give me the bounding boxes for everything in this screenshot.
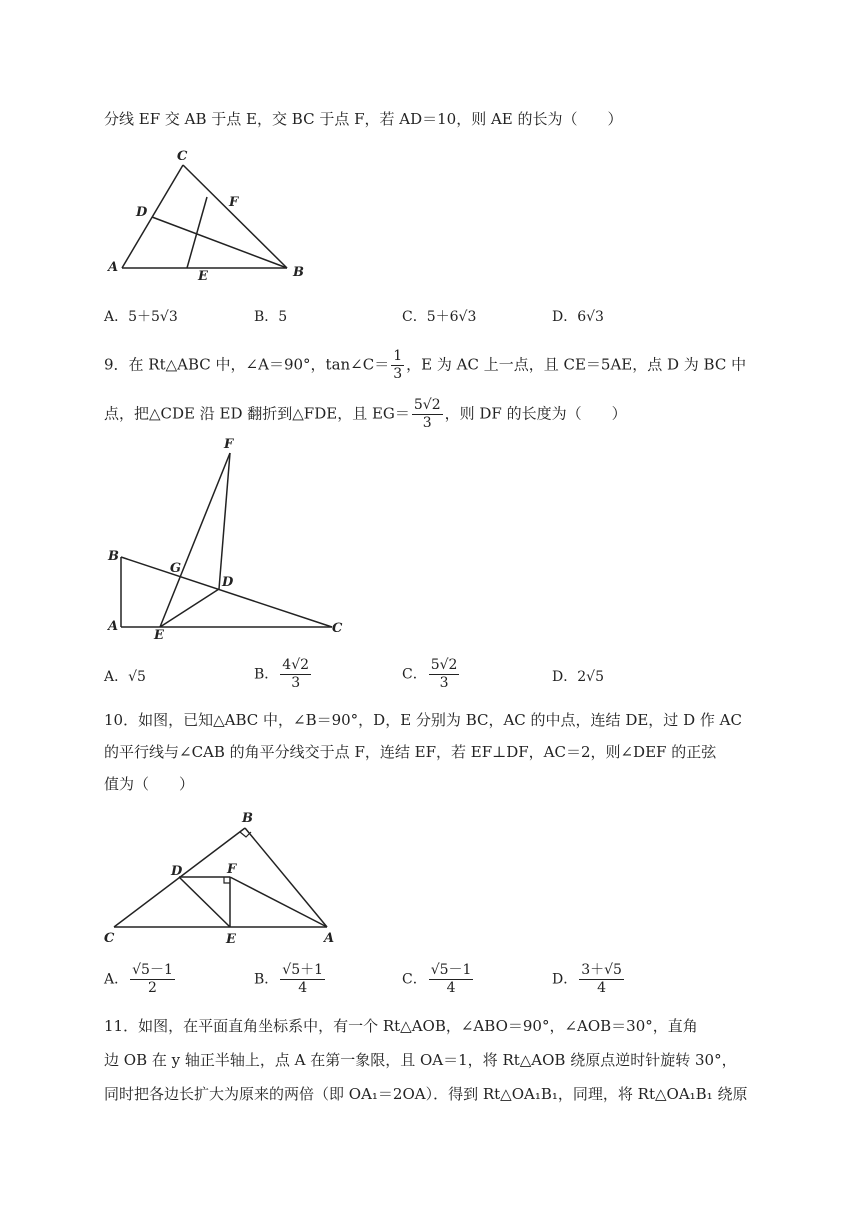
q10-text-line-1: 10．如图，已知△ABC 中，∠B＝90°，D，E 分别为 BC，AC 的中点，连结 DE，过 D 作 AC — [104, 711, 742, 729]
q8-label-b: B — [293, 265, 304, 280]
q8-label-e: E — [198, 269, 208, 284]
q10-option-c-num: √5－1 — [430, 962, 472, 978]
q10-option-b — [254, 962, 327, 997]
q9-eg-den: 3 — [422, 415, 432, 431]
q10-option-d-den: 4 — [597, 980, 607, 996]
q9-text-1b: ，E 为 AC 上一点，且 CE＝5AE，点 D 为 BC 中 — [406, 355, 747, 374]
q10-option-a — [104, 962, 177, 997]
q10-label-d: D — [171, 864, 183, 879]
q9-eg-fraction — [412, 397, 443, 432]
q9-option-d-value: 2√5 — [577, 669, 604, 685]
q10-label-a: A — [324, 931, 335, 946]
q10-label-e: E — [226, 932, 236, 947]
q11-text-line-3: 同时把各边长扩大为原来的两倍（即 OA₁＝2OA）．得到 Rt△OA₁B₁，同理，将 Rt△OA₁B₁ 绕原 — [104, 1085, 748, 1103]
q10-option-b-num: √5＋1 — [282, 962, 324, 978]
q9-tan-num: 1 — [393, 348, 403, 364]
q8-figure — [100, 140, 320, 290]
q10-label-b: B — [242, 811, 253, 826]
q10-figure — [100, 805, 350, 950]
q9-text-2b: ，则 DF 的长度为（ ） — [444, 404, 627, 423]
q9-label-d: D — [222, 575, 234, 590]
q9-option-c-den: 3 — [439, 675, 449, 691]
q10-option-b-den: 4 — [298, 980, 308, 996]
q9-text-line-1 — [104, 348, 746, 383]
q9-option-b-letter: B． — [254, 666, 279, 683]
q9-tan-den: 3 — [393, 366, 403, 382]
q10-option-a-den: 2 — [148, 980, 157, 996]
q10-option-b-letter: B． — [254, 971, 279, 988]
q10-text-line-2: 的平行线与∠CAB 的角平分线交于点 F，连结 EF，若 EF⊥DF，AC＝2，则∠DEF 的正弦 — [104, 743, 717, 761]
q8-label-d: D — [136, 205, 148, 220]
q8-text-line: 分线 EF 交 AB 于点 E，交 BC 于点 F，若 AD＝10，则 AE 的长为（ ） — [104, 110, 623, 128]
q9-label-a: A — [108, 619, 119, 634]
q9-text-2a: 点，把△CDE 沿 ED 翻折到△FDE，且 EG＝ — [104, 404, 410, 423]
q8-option-c: C．5＋6√3 — [402, 309, 477, 325]
q9-tan-fraction — [391, 348, 404, 383]
q8-option-a: A．5＋5√3 — [104, 309, 178, 325]
q9-option-b — [254, 657, 313, 692]
q8-option-d: D．6√3 — [552, 309, 604, 325]
q9-option-a — [104, 667, 146, 687]
q9-option-b-num: 4√2 — [282, 657, 310, 673]
q10-option-a-letter: A． — [104, 971, 129, 988]
q9-option-d — [552, 667, 604, 687]
q10-option-c-letter: C． — [402, 971, 427, 988]
q9-option-c — [402, 657, 461, 692]
q9-text-1a: 9．在 Rt△ABC 中，∠A＝90°，tan∠C＝ — [104, 355, 390, 374]
q10-option-d — [552, 962, 626, 997]
q9-option-c-num: 5√2 — [430, 657, 458, 673]
q10-option-d-num: 3＋√5 — [581, 962, 622, 978]
q9-option-a-letter: A． — [104, 669, 129, 685]
q9-option-d-letter: D． — [552, 669, 578, 685]
q10-option-c — [402, 962, 475, 997]
q9-option-a-value: √5 — [128, 669, 146, 685]
q9-label-b: B — [108, 549, 119, 564]
q8-label-c: C — [177, 149, 188, 164]
q10-option-d-letter: D． — [552, 971, 578, 988]
q9-figure — [100, 435, 360, 645]
q9-label-g: G — [170, 561, 182, 576]
q10-label-f: F — [227, 862, 237, 877]
q10-text-line-3: 值为（ ） — [104, 775, 195, 793]
q9-label-f: F — [224, 437, 234, 452]
q8-label-a: A — [108, 260, 119, 275]
q9-eg-num: 5√2 — [413, 397, 441, 413]
q9-label-c: C — [332, 621, 343, 636]
q9-text-line-2 — [104, 397, 627, 432]
q9-option-b-den: 3 — [291, 675, 301, 691]
q10-option-c-den: 4 — [446, 980, 456, 996]
q9-label-e: E — [154, 628, 164, 643]
q9-option-c-letter: C． — [402, 666, 427, 683]
q10-option-a-num: √5－1 — [132, 962, 173, 978]
q11-text-line-1: 11．如图，在平面直角坐标系中，有一个 Rt△AOB，∠ABO＝90°，∠AOB＝30°，直角 — [104, 1017, 698, 1035]
q11-text-line-2: 边 OB 在 y 轴正半轴上，点 A 在第一象限，且 OA＝1，将 Rt△AOB 绕原点逆时针旋转 30°， — [104, 1051, 737, 1069]
q8-option-b: B．5 — [254, 309, 288, 325]
q10-label-c: C — [104, 931, 115, 946]
q8-label-f: F — [229, 195, 239, 210]
